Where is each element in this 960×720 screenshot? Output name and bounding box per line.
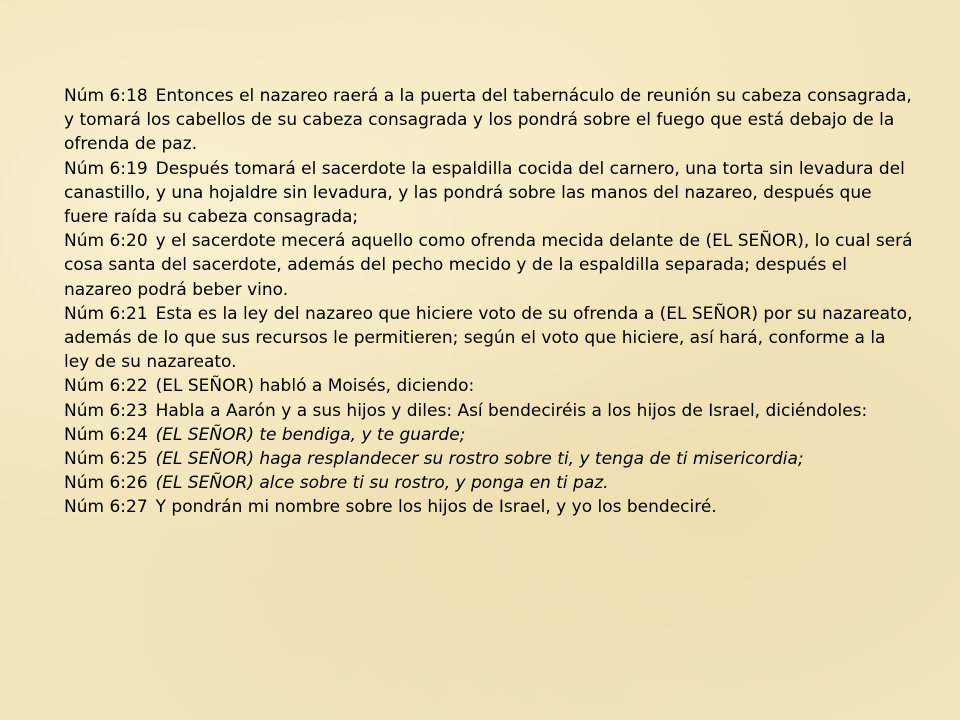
verse-6-22 (64, 374, 914, 398)
verse-reference: Núm 6:21 (64, 303, 148, 324)
verse-reference: Núm 6:18 (64, 86, 148, 106)
verse-body: Habla a Aarón y a sus hijos y diles: Así bendeciréis a los hijos de Israel, diciéndoles: (155, 400, 868, 421)
verse-body: (EL SEÑOR) te bendiga, y te guarde; (155, 424, 466, 445)
verse-reference: Núm 6:20 (64, 231, 148, 252)
verse-6-21 (64, 302, 914, 375)
verse-body: (EL SEÑOR) habló a Moisés, diciendo: (155, 376, 475, 397)
verse-reference: Núm 6:26 (64, 473, 148, 494)
verse-6-20 (64, 229, 914, 302)
verse-6-24 (64, 423, 914, 447)
verse-6-19 (64, 157, 914, 230)
verse-6-23 (64, 399, 914, 423)
verse-text-block (64, 84, 914, 520)
verse-body: (EL SEÑOR) alce sobre ti su rostro, y ponga en ti paz. (155, 473, 609, 494)
verse-reference: Núm 6:27 (64, 497, 148, 518)
verse-body: Entonces el nazareo raerá a la puerta del tabernáculo de reunión su cabeza consagrada, y tomará los cabellos de su cabeza consagrada y los pondrá sobre el fuego que está debajo de la ofrenda de paz. (64, 86, 912, 155)
verse-6-25 (64, 447, 914, 471)
verse-body: Después tomará el sacerdote la espaldilla cocida del carnero, una torta sin levadura del canastillo, y una hojaldre sin levadura, y las pondrá sobre las manos del nazareo, después que fuere raída su cabeza consagrada; (64, 158, 905, 228)
verse-body: y el sacerdote mecerá aquello como ofrenda mecida delante de (EL SEÑOR), lo cual será cosa santa del sacerdote, además del pecho mecido y de la espaldilla separada; después el nazareo podrá beber vino. (64, 231, 913, 300)
verse-reference: Núm 6:24 (64, 424, 148, 445)
verse-reference: Núm 6:25 (64, 449, 148, 470)
verse-reference: Núm 6:22 (64, 376, 148, 397)
verse-body: Esta es la ley del nazareo que hiciere voto de su ofrenda a (EL SEÑOR) por su nazareato, además de lo que sus recursos le permitieren; según el voto que hiciere, así hará, conforme a la ley de su nazareato. (64, 303, 913, 373)
verse-reference: Núm 6:23 (64, 400, 148, 421)
verse-6-27 (64, 495, 914, 519)
verse-6-18 (64, 84, 914, 157)
verse-reference: Núm 6:19 (64, 158, 148, 179)
verse-body: (EL SEÑOR) haga resplandecer su rostro sobre ti, y tenga de ti misericordia; (155, 449, 804, 470)
verse-6-26 (64, 471, 914, 495)
verse-body: Y pondrán mi nombre sobre los hijos de Israel, y yo los bendeciré. (155, 497, 717, 518)
